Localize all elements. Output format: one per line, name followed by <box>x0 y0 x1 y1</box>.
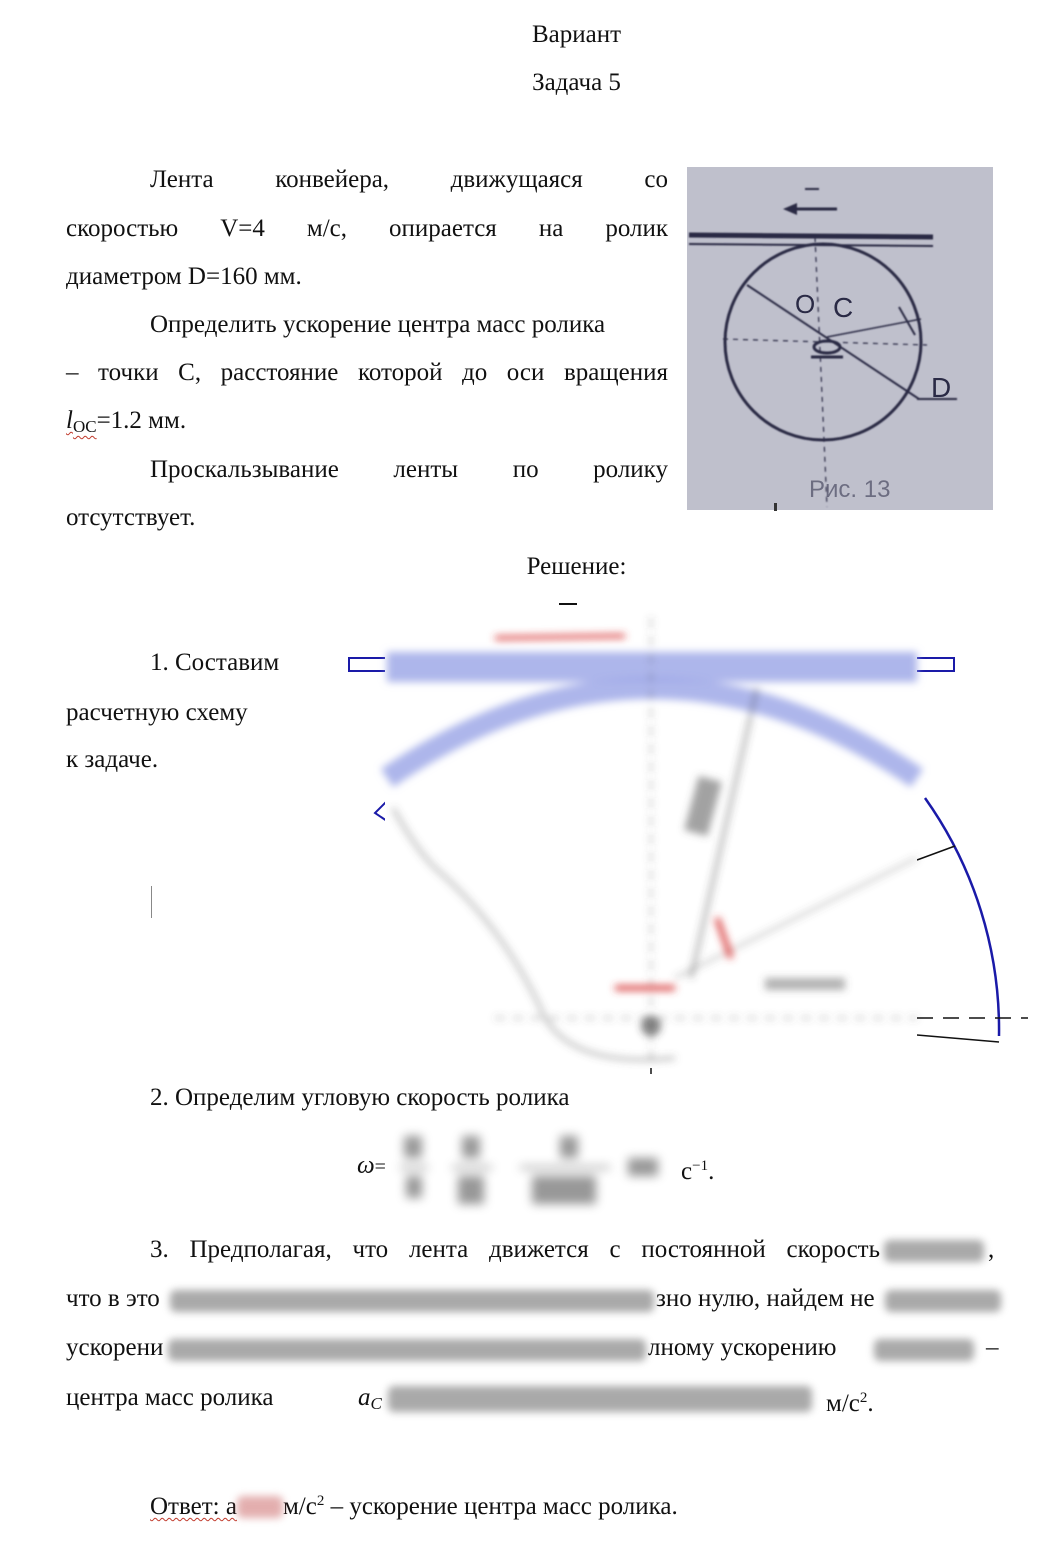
blurred-fragment-3 <box>885 1290 1001 1312</box>
problem-line-5: – точки С, расстояние которой до оси вращения <box>66 359 668 386</box>
task-title: Задача 5 <box>532 69 621 96</box>
photo-caption: Рис. 13 <box>809 476 891 503</box>
step1-line-3: к задаче. <box>66 746 159 773</box>
problem-line-4: Определить ускорение центра масс ролика <box>150 311 606 338</box>
answer-line: Ответ: a $м/с^2$ – ускорение центра масс ролика. <box>150 1493 678 1520</box>
blurred-fragment-1 <box>884 1240 984 1262</box>
step3-line-1: 3. Предполагая, что лента движется с постоянной скорость <box>150 1236 880 1263</box>
ac-formula-blurred <box>388 1386 812 1412</box>
ac-unit: $м/с^2$. <box>826 1390 874 1417</box>
blurred-fragment-2 <box>170 1290 654 1312</box>
blurred-fragment-4 <box>168 1339 646 1361</box>
text-cursor <box>151 886 152 918</box>
omega-formula: ω= <box>357 1152 386 1179</box>
step3-line-3-right: лному ускорению <box>648 1334 837 1361</box>
problem-line-2: скоростью V=4 м/с, опирается на ролик <box>66 215 668 242</box>
photo-edge-mark <box>774 503 777 511</box>
problem-line-6: $l_{OC}=1.2$ мм. <box>66 407 187 436</box>
omega-unit: $с^{-1}$. <box>681 1158 715 1185</box>
omega-symbol: ω <box>357 1152 375 1179</box>
variant-title: Вариант <box>531 21 622 48</box>
blurred-fragment-5 <box>874 1339 974 1361</box>
problem-figure-photo <box>687 167 993 510</box>
step3-line-3-left: ускорени <box>66 1334 164 1361</box>
problem-line-7: Проскальзывание ленты по ролику <box>150 456 668 483</box>
problem-line-1: Лента конвейера, движущаяся со <box>150 166 668 193</box>
step1-line-2: расчетную схему <box>66 699 248 726</box>
solution-heading: Решение: <box>526 553 627 580</box>
problem-line-3: диаметром D=160 мм. <box>66 263 302 290</box>
step3-line-2-right: зно нулю, найдем не <box>656 1285 875 1312</box>
step3-line-2-left: что в это <box>66 1285 160 1312</box>
ac-symbol: $a_C$ <box>358 1384 382 1413</box>
photo-label-c: C <box>833 292 854 323</box>
calculation-scheme <box>345 598 1035 1076</box>
problem-line-8: отсутствует. <box>66 504 196 531</box>
step1-line-1: 1. Составим <box>150 649 280 676</box>
omega-formula-blurred <box>400 1130 666 1212</box>
step3-line-4-left: центра масс ролика <box>66 1384 274 1411</box>
step3-line-1-end: , <box>988 1236 995 1263</box>
step3-line-3-dash: – <box>986 1334 999 1361</box>
step2-text: 2. Определим угловую скорость ролика <box>150 1084 570 1111</box>
photo-label-o: O <box>795 289 816 319</box>
answer-blurred-value <box>237 1496 283 1518</box>
photo-label-d: D <box>931 372 952 403</box>
